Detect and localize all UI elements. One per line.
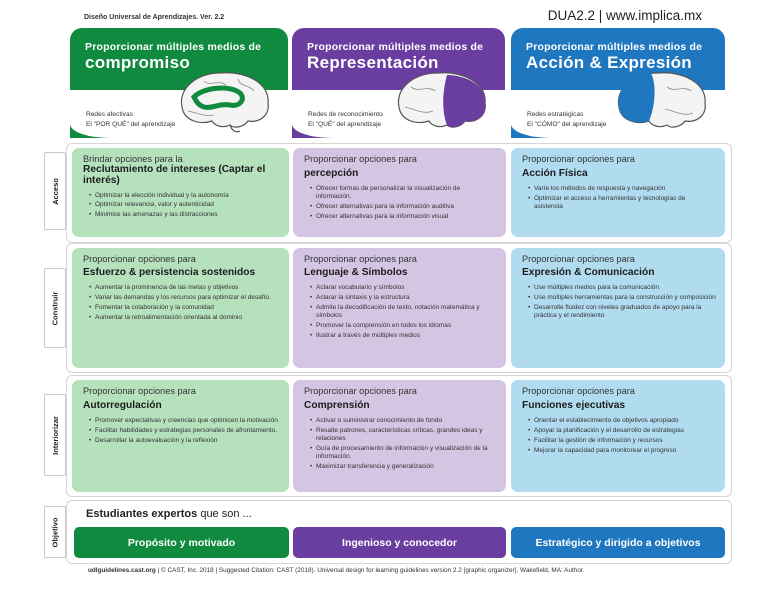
network-caption bbox=[86, 110, 175, 130]
list-item: • Promover expectativas y creencias que optimicen la motivación bbox=[90, 417, 280, 425]
header-subtitle: Proporcionar múltiples medios de bbox=[526, 41, 703, 53]
card-effort-persistence bbox=[72, 248, 289, 368]
brain-strategic-icon bbox=[611, 67, 711, 133]
card-intro: Proporcionar opciones para bbox=[304, 154, 417, 164]
card-list bbox=[522, 417, 716, 455]
list-item: • Desarrollar la autoevaluación y la reflexión bbox=[90, 437, 280, 445]
card-intro: Proporcionar opciones para bbox=[522, 254, 635, 264]
list-item: • Mejorar la capacidad para monitorear el progreso bbox=[529, 447, 716, 455]
card-intro: Proporcionar opciones para bbox=[83, 254, 196, 264]
list-item: • Use múltiples herramientas para la construcción y composición bbox=[529, 294, 716, 302]
list-item: • Maximizar transferencia y generalización bbox=[311, 463, 497, 471]
list-item: • Optimizar el acceso a herramientas y tecnologías de asistencia bbox=[529, 195, 716, 212]
card-title: Acción Física bbox=[522, 168, 588, 180]
card-intro: Proporcionar opciones para bbox=[522, 154, 635, 164]
card-list bbox=[304, 417, 497, 472]
network-name: Redes estratégicas bbox=[527, 111, 584, 119]
card-language-symbols bbox=[293, 248, 506, 368]
header-title: Acción & Expresión bbox=[526, 53, 692, 72]
goal-purposeful: Propósito y motivado bbox=[74, 527, 289, 558]
list-item: • Optimizar relevancia, valor y autenticidad bbox=[90, 201, 280, 209]
card-intro: Proporcionar opciones para bbox=[522, 386, 635, 396]
brand-url: DUA2.2 | www.implica.mx bbox=[547, 8, 702, 23]
card-intro: Brindar opciones para la bbox=[83, 154, 183, 164]
network-name: Redes de reconocimiento bbox=[308, 111, 383, 119]
brain-affective-icon bbox=[174, 67, 274, 133]
card-title: Lenguaje & Símbolos bbox=[304, 267, 408, 279]
row-label-build: Construir bbox=[44, 268, 66, 348]
header-action-expression bbox=[511, 28, 725, 138]
card-intro: Proporcionar opciones para bbox=[304, 386, 417, 396]
goal-strategic: Estratégico y dirigido a objetivos bbox=[511, 527, 725, 558]
list-item: • Facilitar habilidades y estrategias personales de afrontamiento. bbox=[90, 427, 280, 435]
footer-citation bbox=[88, 567, 584, 574]
network-name: Redes afectivas bbox=[86, 111, 133, 119]
header-title: Representación bbox=[307, 53, 439, 72]
list-item: • Aumentar la prominencia de las metas y objetivos bbox=[90, 284, 280, 292]
footer-text: | © CAST, Inc. 2018 | Suggested Citation: CAST (2018). Universal design for learning guidelines version 2.2 [graphic organizer]. Wakefield, MA: Author. bbox=[155, 567, 585, 574]
card-title: percepción bbox=[304, 168, 359, 180]
row-label-goal: Objetivo bbox=[44, 506, 66, 558]
card-title: Expresión & Comunicación bbox=[522, 267, 655, 279]
card-physical-action bbox=[511, 148, 725, 237]
card-list bbox=[522, 185, 716, 212]
card-recruiting-interest bbox=[72, 148, 289, 237]
expert-heading-bold: Estudiantes expertos bbox=[86, 508, 198, 520]
card-list bbox=[304, 185, 497, 221]
list-item: • Facilitar la gestión de información y recursos bbox=[529, 437, 716, 445]
list-item: • Promover la comprensión en todos los idiomas bbox=[311, 322, 497, 330]
card-expression-communication bbox=[511, 248, 725, 368]
card-list bbox=[304, 284, 497, 340]
list-item: • Aclarar vocabulario y símbolos bbox=[311, 284, 497, 292]
card-title: Comprensión bbox=[304, 400, 370, 412]
list-item: • Resalte patrones, características críticas, grandes ideas y relaciones bbox=[311, 427, 497, 444]
card-list bbox=[83, 284, 280, 322]
list-item: • Varíe los métodos de respuesta y navegación bbox=[529, 185, 716, 193]
list-item: • Admite la decodificación de texto, notación matemática y símbolos bbox=[311, 304, 497, 321]
card-list bbox=[83, 192, 280, 220]
card-self-regulation bbox=[72, 380, 289, 492]
card-perception bbox=[293, 148, 506, 237]
list-item: • Ofrecer alternativas para la información visual bbox=[311, 213, 497, 221]
list-item: • Optimizar la elección individual y la autonomía bbox=[90, 192, 280, 200]
network-purpose: El "CÓMO" del aprendizaje bbox=[527, 121, 607, 129]
list-item: • Guía de procesamiento de información y visualización de la información. bbox=[311, 445, 497, 462]
list-item: • Variar las demandas y los recursos para optimizar el desafío. bbox=[90, 294, 280, 302]
brain-recognition-icon bbox=[391, 67, 491, 133]
card-intro: Proporcionar opciones para bbox=[304, 254, 417, 264]
card-executive-functions bbox=[511, 380, 725, 492]
list-item: • Aclarar la sintaxis y la estructura bbox=[311, 294, 497, 302]
list-item: • Activar o suministrar conocimiento de fondo bbox=[311, 417, 497, 425]
card-list bbox=[83, 417, 280, 445]
card-comprehension bbox=[293, 380, 506, 492]
list-item: • Use múltiples medios para la comunicación bbox=[529, 284, 716, 292]
header-subtitle: Proporcionar múltiples medios de bbox=[307, 41, 484, 53]
network-purpose: El "QUÉ" del aprendizaje bbox=[308, 121, 382, 129]
footer-link[interactable]: udlguidelines.cast.org bbox=[88, 567, 156, 574]
list-item: • Apoyar la planificación y el desarrollo de estrategias bbox=[529, 427, 716, 435]
list-item: • Aumentar la retroalimentación orientada al dominio bbox=[90, 314, 280, 322]
document-title: Diseño Universal de Aprendizajes. Ver. 2.2 bbox=[84, 14, 225, 21]
card-title: Funciones ejecutivas bbox=[522, 400, 626, 412]
card-intro: Proporcionar opciones para bbox=[83, 386, 196, 396]
card-title: Reclutamiento de intereses (Captar el interés) bbox=[83, 164, 266, 186]
list-item: • Ofrecer alternativas para la información auditiva bbox=[311, 203, 497, 211]
card-title: Esfuerzo & persistencia sostenidos bbox=[83, 267, 256, 279]
network-purpose: El "POR QUÉ" del aprendizaje bbox=[86, 121, 176, 129]
list-item: • Desarrolle fluidez con niveles graduados de apoyo para la práctica y el rendimiento bbox=[529, 304, 716, 321]
card-list bbox=[522, 284, 716, 320]
header-engagement bbox=[70, 28, 288, 138]
network-caption bbox=[308, 110, 383, 130]
header-title: compromiso bbox=[85, 53, 191, 72]
list-item: • Orientar el establecimiento de objetivos apropiado bbox=[529, 417, 716, 425]
header-representation bbox=[292, 28, 505, 138]
list-item: • Ilustrar a través de múltiples medios bbox=[311, 332, 497, 340]
expert-learners-heading bbox=[86, 508, 252, 520]
list-item: • Minimice las amenazas y las distracciones bbox=[90, 211, 280, 219]
list-item: • Ofrecer formas de personalizar la visualización de información. bbox=[311, 185, 497, 202]
goal-resourceful: Ingenioso y conocedor bbox=[293, 527, 506, 558]
header-subtitle: Proporcionar múltiples medios de bbox=[85, 41, 262, 53]
row-label-internalize: Interiorizar bbox=[44, 394, 66, 476]
card-title: Autorregulación bbox=[83, 400, 162, 412]
expert-heading-rest: que son ... bbox=[197, 508, 252, 520]
network-caption bbox=[527, 110, 606, 130]
list-item: • Fomentar la colaboración y la comunidad bbox=[90, 304, 280, 312]
row-label-access: Acceso bbox=[44, 152, 66, 230]
